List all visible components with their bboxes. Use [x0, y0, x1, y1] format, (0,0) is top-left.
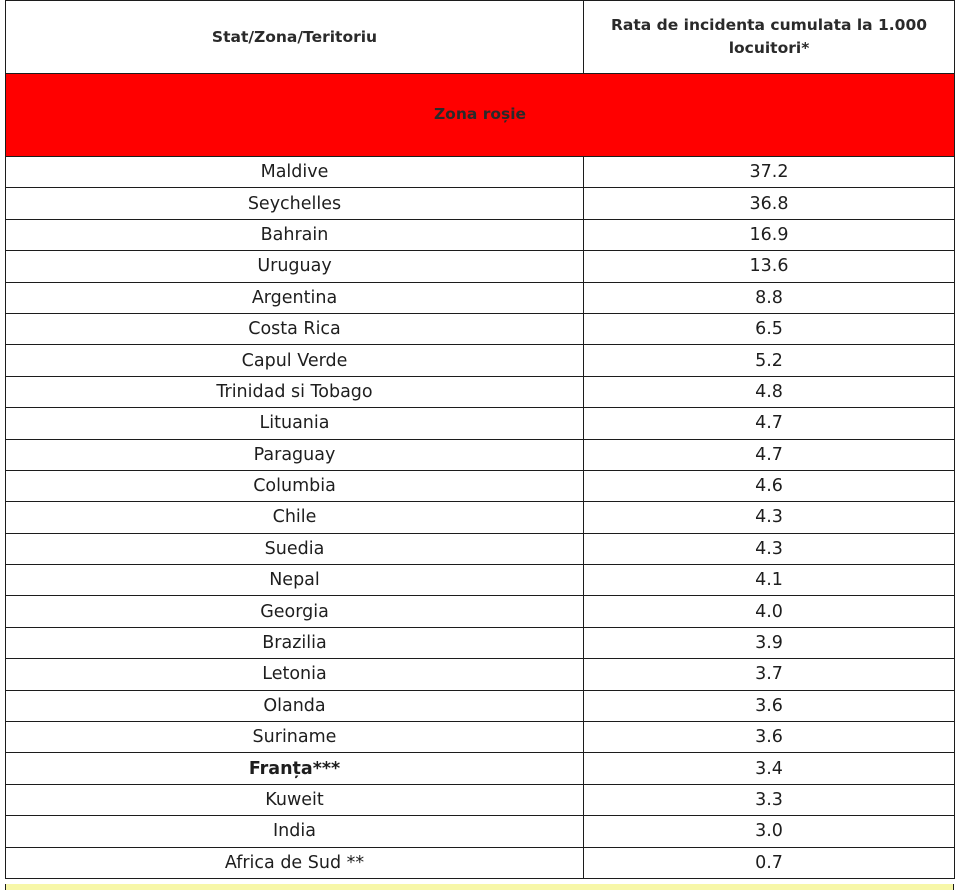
country-cell: Franța*** — [6, 753, 584, 784]
rate-cell: 3.9 — [584, 627, 955, 658]
table-row — [6, 470, 955, 501]
country-cell: Seychelles — [6, 188, 584, 219]
table-row — [6, 188, 955, 219]
table-row — [6, 251, 955, 282]
rate-cell: 13.6 — [584, 251, 955, 282]
rate-cell: 4.6 — [584, 470, 955, 501]
next-zone-strip — [5, 884, 954, 890]
zone-row — [6, 74, 955, 157]
table-row — [6, 596, 955, 627]
rate-cell: 3.6 — [584, 690, 955, 721]
country-cell: Argentina — [6, 282, 584, 313]
rate-cell: 16.9 — [584, 219, 955, 250]
country-cell: Georgia — [6, 596, 584, 627]
country-cell: Olanda — [6, 690, 584, 721]
table-row — [6, 219, 955, 250]
rate-cell: 3.3 — [584, 784, 955, 815]
table-row — [6, 847, 955, 878]
rate-cell: 3.4 — [584, 753, 955, 784]
rate-cell: 3.7 — [584, 659, 955, 690]
country-cell: Capul Verde — [6, 345, 584, 376]
table-row — [6, 282, 955, 313]
country-cell: Paraguay — [6, 439, 584, 470]
rate-cell: 37.2 — [584, 157, 955, 188]
table-row — [6, 816, 955, 847]
rate-cell: 4.8 — [584, 376, 955, 407]
table-row — [6, 722, 955, 753]
table-row — [6, 690, 955, 721]
rate-cell: 4.3 — [584, 533, 955, 564]
rate-cell: 4.7 — [584, 408, 955, 439]
country-cell: Kuweit — [6, 784, 584, 815]
country-cell: Uruguay — [6, 251, 584, 282]
country-cell: Lituania — [6, 408, 584, 439]
zone-label: Zona roșie — [6, 74, 955, 157]
rate-cell: 36.8 — [584, 188, 955, 219]
table-row — [6, 753, 955, 784]
country-cell: Chile — [6, 502, 584, 533]
country-cell: Bahrain — [6, 219, 584, 250]
table-row — [6, 408, 955, 439]
rate-cell: 6.5 — [584, 313, 955, 344]
rate-cell: 3.0 — [584, 816, 955, 847]
rate-cell: 4.3 — [584, 502, 955, 533]
country-cell: India — [6, 816, 584, 847]
table-row — [6, 502, 955, 533]
rate-cell: 0.7 — [584, 847, 955, 878]
country-cell: Letonia — [6, 659, 584, 690]
country-cell: Africa de Sud ** — [6, 847, 584, 878]
table-row — [6, 157, 955, 188]
rate-cell: 5.2 — [584, 345, 955, 376]
rate-cell: 4.1 — [584, 565, 955, 596]
table-row — [6, 533, 955, 564]
table-row — [6, 659, 955, 690]
country-cell: Maldive — [6, 157, 584, 188]
rate-cell: 3.6 — [584, 722, 955, 753]
table-row — [6, 784, 955, 815]
country-cell: Brazilia — [6, 627, 584, 658]
country-cell: Nepal — [6, 565, 584, 596]
incidence-table — [5, 0, 955, 879]
country-cell: Columbia — [6, 470, 584, 501]
table-row — [6, 439, 955, 470]
header-rate: Rata de incidenta cumulata la 1.000 locuitori* — [584, 1, 955, 74]
country-cell: Suedia — [6, 533, 584, 564]
table-body — [6, 74, 955, 879]
table-row — [6, 627, 955, 658]
table-row — [6, 345, 955, 376]
header-country: Stat/Zona/Teritoriu — [6, 1, 584, 74]
rate-cell: 8.8 — [584, 282, 955, 313]
table-row — [6, 376, 955, 407]
country-cell: Costa Rica — [6, 313, 584, 344]
table-row — [6, 565, 955, 596]
table-row — [6, 313, 955, 344]
country-cell: Trinidad si Tobago — [6, 376, 584, 407]
rate-cell: 4.7 — [584, 439, 955, 470]
table-header-row — [6, 1, 955, 74]
country-cell: Suriname — [6, 722, 584, 753]
rate-cell: 4.0 — [584, 596, 955, 627]
